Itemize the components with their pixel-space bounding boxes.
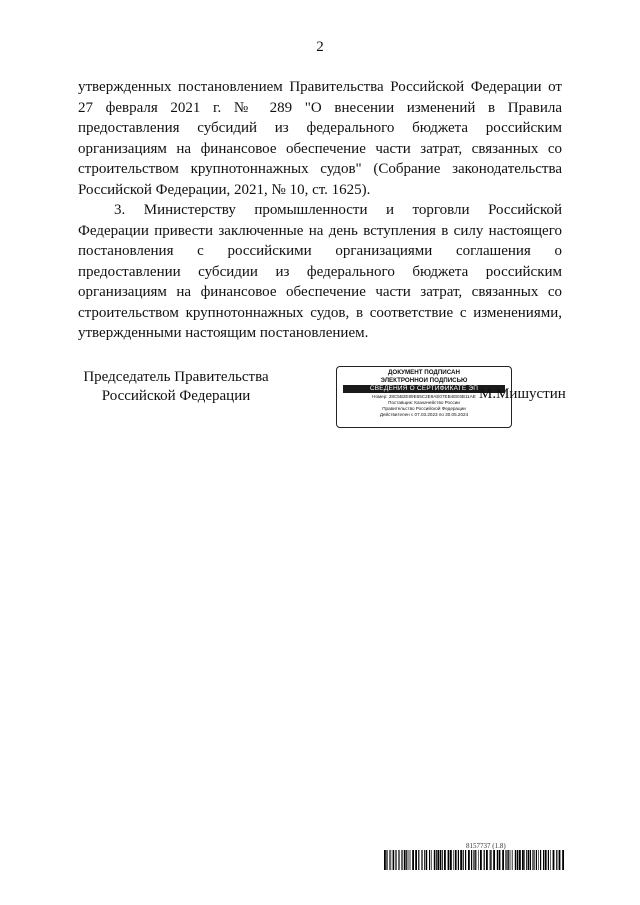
barcode-bar [538, 850, 539, 870]
barcode-bar [490, 850, 491, 870]
barcode-bar [502, 850, 504, 870]
signatory-name: М.Мишустин [479, 386, 566, 402]
barcode-bar [475, 850, 476, 870]
barcode-bar [512, 850, 513, 870]
barcode-bar [450, 850, 452, 870]
barcode-bar [448, 850, 450, 870]
barcode-bar [553, 850, 555, 870]
barcode-bar [453, 850, 454, 870]
document-body [78, 77, 562, 344]
barcode-bar [389, 850, 390, 870]
barcode-bar [545, 850, 547, 870]
barcode-bar [434, 850, 435, 870]
barcode-bar [384, 850, 386, 870]
barcode-bar [409, 850, 410, 870]
barcode-bar [536, 850, 537, 870]
document-code: 8157737 (1.8) [466, 842, 506, 850]
barcode-bar [530, 850, 531, 870]
barcode-bar [442, 850, 443, 870]
barcode-bar [540, 850, 541, 870]
signatory-title [70, 368, 282, 406]
barcode-bar [395, 850, 396, 870]
barcode-bar [418, 850, 419, 870]
page-number: 2 [316, 39, 324, 55]
barcode-bar [424, 850, 425, 870]
barcode-bar [455, 850, 457, 870]
stamp-validity: Действителен с 07.03.2023 по 30.05.2024 [379, 412, 469, 417]
barcode-bar [458, 850, 459, 870]
barcode-bar [421, 850, 422, 870]
barcode-bar [508, 850, 509, 870]
barcode-bar [491, 850, 492, 870]
barcode-bar [497, 850, 498, 870]
barcode-bar [522, 850, 524, 870]
stamp-certificate-bar: СВЕДЕНИЯ О СЕРТИФИКАТЕ ЭП [343, 385, 505, 393]
barcode-bar [528, 850, 529, 870]
barcode-bar [436, 850, 437, 870]
barcode-bar [480, 850, 482, 870]
barcode-bar [440, 850, 441, 870]
barcode-bar [393, 850, 394, 870]
barcode-bar [473, 850, 474, 870]
stamp-line-2: ЭЛЕКТРОННОЙ ПОДПИСЬЮ [380, 376, 468, 384]
barcode-bar [532, 850, 533, 870]
barcode-bar [499, 850, 501, 870]
paragraph-3: 3. Министерству промышленности и торговли Российской Федерации привести заключенные на день вступления в силу настоящего постановления с российскими организациями соглашения о предоставлении субсидии из федерального бюджета российским организациям на финансовое обеспечение части затрат, связанных со строительством крупнотоннажных судов, в соответствие с изменениями, утвержденными настоящим постановлением. [78, 202, 562, 341]
barcode-bar [410, 850, 411, 870]
barcode-bar [398, 850, 399, 870]
signatory-title-line-1: Председатель Правительства [83, 369, 269, 385]
barcode-bar [556, 850, 557, 870]
barcode-bar [392, 850, 393, 870]
barcode-bar [511, 850, 512, 870]
barcode-bar [471, 850, 472, 870]
barcode-bar [486, 850, 488, 870]
barcode-bar [526, 850, 527, 870]
barcode-bar [415, 850, 417, 870]
barcode-bar [422, 850, 423, 870]
barcode-bar [431, 850, 432, 870]
barcode-bar [460, 850, 462, 870]
barcode-bar [412, 850, 414, 870]
barcode-bar [559, 850, 561, 870]
paragraph-continuation: утвержденных постановлением Правительства Российской Федерации от 27 февраля 2021 г. № 289 "О внесении изменений в Правила предоставления субсидий из федерального бюджета российским организациям на финансовое обеспечение части затрат, связанных со строительством крупнотоннажных судов" (Собрание законодательства Российской Федерации, 2021, № 10, ст. 1625). [78, 79, 562, 198]
stamp-issuer: Поставщик: Казначейство России [388, 400, 460, 405]
barcode-bar [426, 850, 427, 870]
barcode-bar [463, 850, 464, 870]
barcode-bar [437, 850, 439, 870]
stamp-line-1: ДОКУМЕНТ ПОДПИСАН [388, 369, 460, 376]
barcode-bar [429, 850, 430, 870]
stamp-serial: Номер: 28С5В2Е89Е65С2Е8АЕ07ЕВ4ЕЕ6В11АЕ [372, 394, 476, 399]
stamp-owner: Правительство Российской Федерации [382, 406, 466, 411]
barcode [384, 850, 564, 870]
signatory-title-line-2: Российской Федерации [101, 388, 251, 404]
barcode-bar [468, 850, 470, 870]
barcode-bar [401, 850, 402, 870]
barcode-bar [515, 850, 516, 870]
barcode-bar [562, 850, 564, 870]
barcode-bar [506, 850, 507, 870]
barcode-bar [404, 850, 406, 870]
barcode-bar [548, 850, 549, 870]
barcode-bar [505, 850, 506, 870]
barcode-bar [533, 850, 534, 870]
barcode-bar [484, 850, 485, 870]
barcode-bar [519, 850, 521, 870]
barcode-bar [465, 850, 466, 870]
barcode-bar [444, 850, 446, 870]
barcode-bar [406, 850, 407, 870]
barcode-bar [493, 850, 495, 870]
barcode-bar [543, 850, 544, 870]
barcode-bar [517, 850, 519, 870]
barcode-bar [478, 850, 479, 870]
barcode-bar [550, 850, 551, 870]
barcode-bar [524, 850, 525, 870]
barcode-bar [386, 850, 387, 870]
